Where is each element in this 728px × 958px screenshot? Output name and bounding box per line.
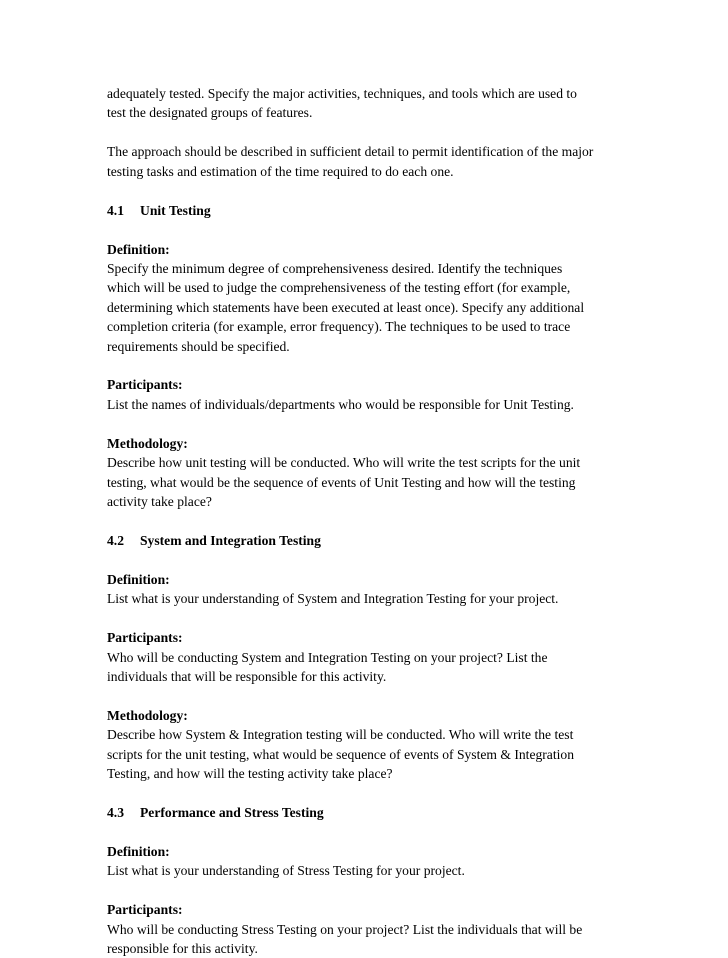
text-line: scripts for the unit testing, what would be sequence of events of System & Integration (107, 746, 574, 762)
methodology-label: Methodology: (107, 435, 188, 451)
participants-label: Participants: (107, 902, 183, 918)
methodology-label: Methodology: (107, 707, 188, 723)
text-line: adequately tested. Specify the major activities, techniques, and tools which are used to (107, 86, 577, 101)
text-line: completion criteria (for example, error frequency). The techniques to be used to trace (107, 319, 571, 335)
section-heading-4-1 (107, 201, 628, 220)
unit-testing-definition (107, 240, 628, 356)
text-line: testing tasks and estimation of the time required to do each one. (107, 163, 454, 179)
text-line: test the designated groups of features. (107, 105, 313, 121)
definition-label: Definition: (107, 571, 170, 587)
text-line: List what is your understanding of Stress Testing for your project. (107, 863, 465, 879)
stress-testing-definition (107, 842, 628, 881)
text-line: The approach should be described in sufficient detail to permit identification of the major (107, 144, 594, 160)
text-line: List what is your understanding of System and Integration Testing for your project. (107, 591, 559, 607)
text-line: individuals that will be responsible for this activity. (107, 668, 387, 684)
text-line: List the names of individuals/departments who would be responsible for Unit Testing. (107, 396, 574, 412)
section-number: 4.1 (107, 202, 124, 218)
unit-testing-methodology (107, 434, 628, 512)
text-line: Who will be conducting Stress Testing on your project? List the individuals that will be (107, 921, 583, 937)
section-title: Unit Testing (140, 202, 211, 218)
definition-label: Definition: (107, 843, 170, 859)
intro-paragraph-2 (107, 142, 628, 181)
unit-testing-participants (107, 375, 628, 414)
integration-testing-definition (107, 570, 628, 609)
integration-testing-methodology (107, 706, 628, 784)
text-line: Specify the minimum degree of comprehensiveness desired. Identify the techniques (107, 260, 563, 276)
text-line: responsible for this activity. (107, 941, 258, 956)
participants-label: Participants: (107, 377, 183, 393)
section-title: System and Integration Testing (140, 532, 321, 548)
stress-testing-participants (107, 900, 628, 958)
participants-label: Participants: (107, 630, 183, 646)
text-line: Describe how unit testing will be conducted. Who will write the test scripts for the unit (107, 455, 581, 471)
section-number: 4.2 (107, 532, 124, 548)
text-line: determining which statements have been executed at least once). Specify any additional (107, 299, 585, 315)
section-heading-4-3 (107, 803, 628, 822)
integration-testing-participants (107, 628, 628, 686)
text-line: requirements should be specified. (107, 338, 290, 354)
text-line: which will be used to judge the comprehensiveness of the testing effort (for example, (107, 280, 571, 296)
definition-label: Definition: (107, 241, 170, 257)
text-line: Describe how System & Integration testing will be conducted. Who will write the test (107, 727, 574, 743)
text-line: activity take place? (107, 494, 212, 509)
intro-paragraph-1 (107, 84, 628, 123)
text-line: Testing, and how will the testing activity take place? (107, 766, 393, 782)
section-title: Performance and Stress Testing (140, 804, 324, 820)
section-heading-4-2 (107, 531, 628, 550)
text-line: testing, what would be the sequence of events of Unit Testing and how will the testing (107, 474, 576, 490)
text-line: Who will be conducting System and Integration Testing on your project? List the (107, 649, 548, 665)
section-number: 4.3 (107, 804, 124, 820)
